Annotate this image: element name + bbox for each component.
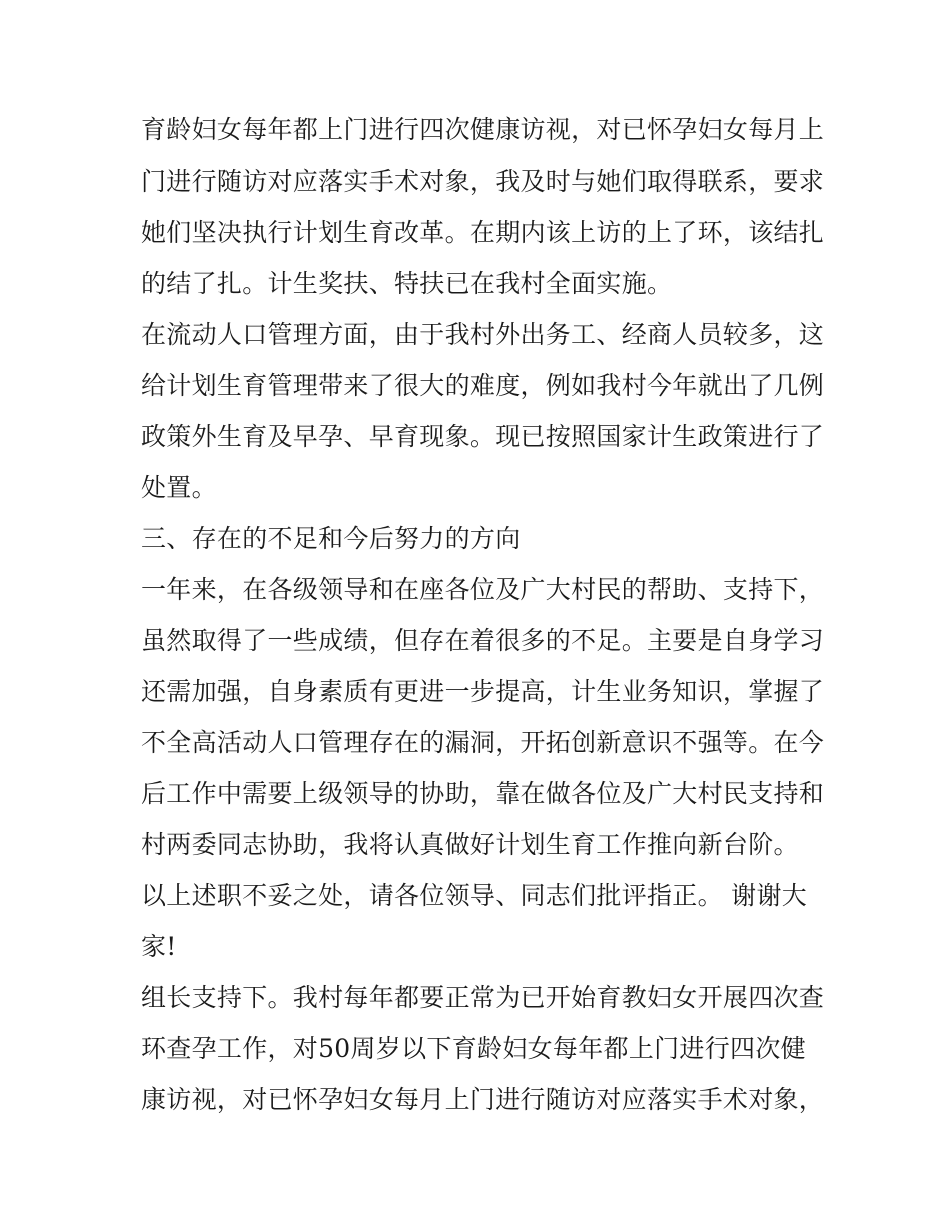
text-line-2: 门进行随访对应落实手术对象，我及时与她们取得联系，要求 — [141, 167, 825, 196]
text-line-14: 后工作中需要上级领导的协助，靠在做各位及广大村民支持和 — [141, 779, 825, 808]
text-line-11: 虽然取得了一些成绩，但存在着很多的不足。主要是自身学习 — [141, 626, 825, 655]
text-line-19: 环查孕工作，对50周岁以下育龄妇女每年都上门进行四次健 — [141, 1034, 806, 1063]
text-line-3: 她们坚决执行计划生育改革。在期内该上访的上了环，该结扎 — [141, 218, 825, 247]
text-line-10: 一年来，在各级领导和在座各位及广大村民的帮助、支持下， — [141, 575, 825, 604]
text-line-1: 育龄妇女每年都上门进行四次健康访视，对已怀孕妇女每月上 — [141, 115, 825, 144]
text-line-18: 组长支持下。我村每年都要正常为已开始育教妇女开展四次查 — [141, 983, 825, 1012]
text-line-6: 给计划生育管理带来了很大的难度，例如我村今年就出了几例 — [141, 371, 825, 400]
text-line-12: 还需加强，自身素质有更进一步提高，计生业务知识，掌握了 — [141, 677, 825, 706]
text-line-17: 家! — [141, 932, 177, 961]
text-line-4: 的结了扎。计生奖扶、特扶已在我村全面实施。 — [141, 269, 673, 298]
text-line-8: 处置。 — [141, 473, 217, 502]
section-heading: 三、存在的不足和今后努力的方向 — [141, 524, 521, 553]
text-line-20: 康访视，对已怀孕妇女每月上门进行随访对应落实手术对象， — [141, 1085, 825, 1114]
text-line-5: 在流动人口管理方面，由于我村外出务工、经商人员较多，这 — [141, 320, 825, 349]
text-line-13: 不全高活动人口管理存在的漏洞，开拓创新意识不强等。在今 — [141, 728, 825, 757]
text-line-15: 村两委同志协助，我将认真做好计划生育工作推向新台阶。 — [141, 830, 799, 859]
text-line-7: 政策外生育及早孕、早育现象。现已按照国家计生政策进行了 — [141, 422, 825, 451]
text-line-16: 以上述职不妥之处，请各位领导、同志们批评指正。 谢谢大 — [141, 881, 808, 910]
